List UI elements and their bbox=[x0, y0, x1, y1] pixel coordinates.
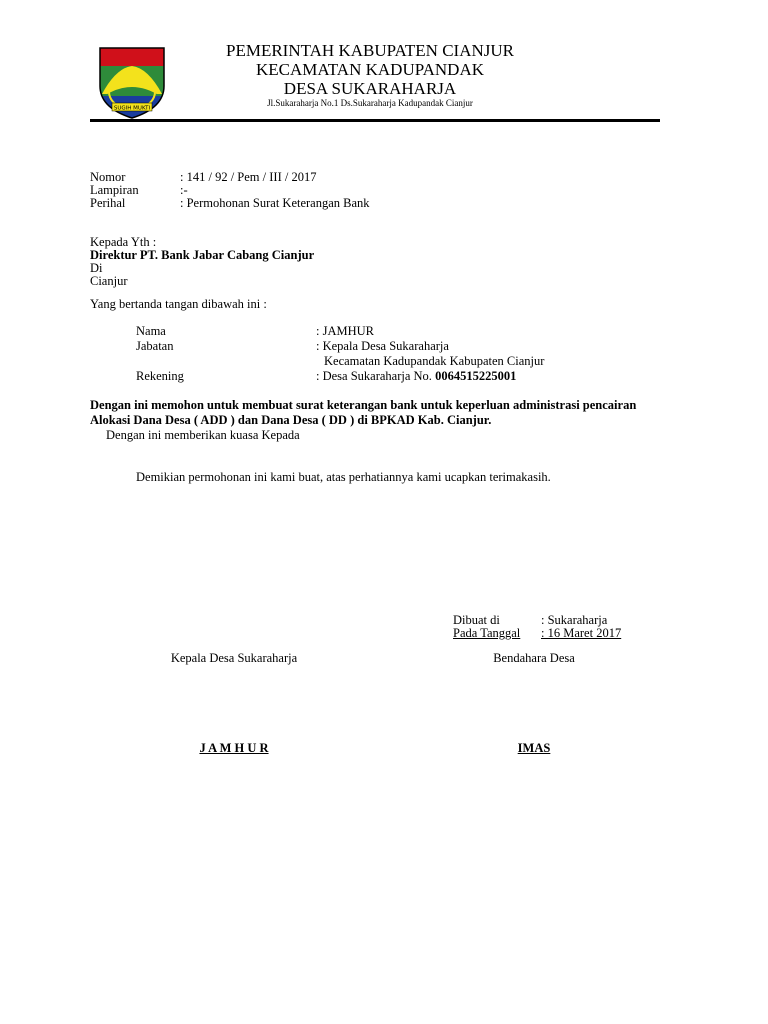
kuasa-line: Dengan ini memberikan kuasa Kepada bbox=[106, 428, 300, 442]
recipient-greeting: Kepada Yth : bbox=[90, 235, 157, 249]
recipient-name: Direktur PT. Bank Jabar Cabang Cianjur bbox=[90, 248, 315, 262]
lampiran-label: Lampiran bbox=[90, 183, 139, 197]
logo-motto: SUGIH MUKTI bbox=[113, 105, 151, 112]
left-signer-title: Kepala Desa Sukaraharja bbox=[170, 651, 298, 665]
request-line-1: Dengan ini memohon untuk membuat surat keterangan bank untuk keperluan administrasi pencairan bbox=[90, 398, 637, 412]
rekening-number: 0064515225001 bbox=[435, 369, 517, 383]
jabatan-label: Jabatan bbox=[136, 339, 174, 353]
nomor-value: : 141 / 92 / Pem / III / 2017 bbox=[180, 170, 317, 184]
tanggal-label: Pada Tanggal bbox=[453, 626, 521, 640]
nomor-label: Nomor bbox=[90, 170, 126, 184]
request-line-2: Alokasi Dana Desa ( ADD ) dan Dana Desa ( DD ) di BPKAD Kab. Cianjur. bbox=[90, 413, 492, 427]
recipient-city: Cianjur bbox=[90, 274, 128, 288]
right-signer-name: IMAS bbox=[517, 741, 551, 755]
right-signer-title: Bendahara Desa bbox=[493, 651, 575, 665]
closing-text: Demikian permohonan ini kami buat, atas perhatiannya kami ucapkan terimakasih. bbox=[136, 470, 551, 484]
recipient-di: Di bbox=[90, 261, 103, 275]
jabatan-value-1: : Kepala Desa Sukaraharja bbox=[316, 339, 449, 353]
rekening-label: Rekening bbox=[136, 369, 184, 383]
dibuat-label: Dibuat di bbox=[453, 613, 500, 627]
village-emblem-logo bbox=[96, 46, 168, 120]
letterhead-divider bbox=[90, 119, 660, 122]
left-signer-name: J A M H U R bbox=[199, 741, 269, 755]
letterhead-line-2: KECAMATAN KADUPANDAK bbox=[256, 60, 484, 79]
rekening-prefix: : Desa Sukaraharja No. bbox=[316, 369, 436, 383]
nama-value: : JAMHUR bbox=[316, 324, 374, 338]
perihal-value: : Permohonan Surat Keterangan Bank bbox=[180, 196, 370, 210]
letterhead-line-3: DESA SUKARAHARJA bbox=[283, 79, 457, 98]
jabatan-value-2: Kecamatan Kadupandak Kabupaten Cianjur bbox=[324, 354, 545, 368]
nama-label: Nama bbox=[136, 324, 166, 338]
perihal-label: Perihal bbox=[90, 196, 126, 210]
letterhead-line-1: PEMERINTAH KABUPATEN CIANJUR bbox=[226, 41, 514, 60]
letterhead-address: Jl.Sukaraharja No.1 Ds.Sukaraharja Kadupandak Cianjur bbox=[267, 98, 473, 108]
rekening-value bbox=[316, 369, 516, 384]
dibuat-value: : Sukaraharja bbox=[541, 613, 608, 627]
lampiran-value: :- bbox=[180, 183, 188, 197]
tanggal-value: : 16 Maret 2017 bbox=[541, 626, 622, 640]
intro-text: Yang bertanda tangan dibawah ini : bbox=[90, 297, 267, 311]
